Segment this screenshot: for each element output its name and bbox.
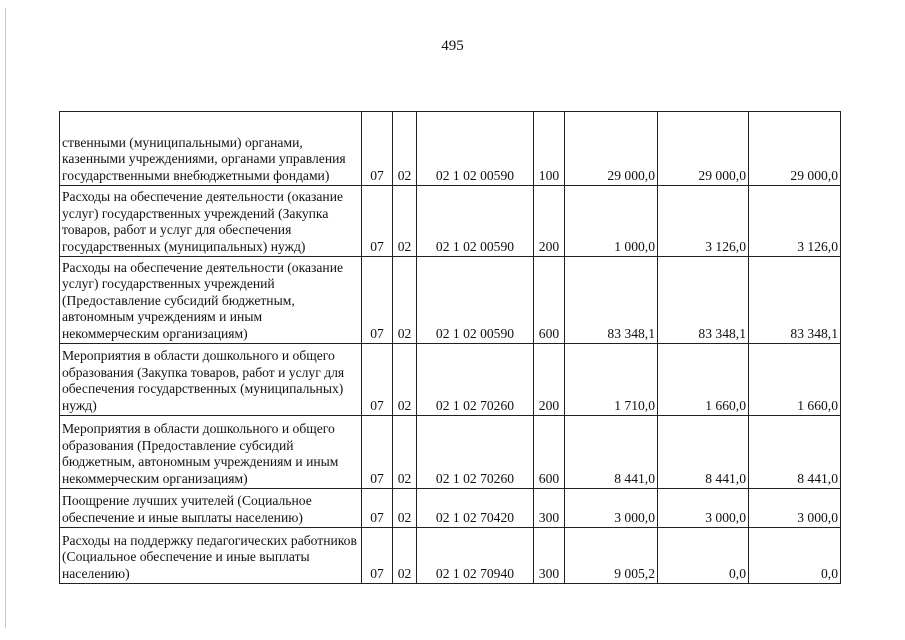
subsection-code: 02 (393, 186, 417, 257)
amount-year-1: 83 348,1 (565, 257, 658, 344)
amount-year-1: 3 000,0 (565, 489, 658, 528)
amount-year-2: 0,0 (658, 528, 749, 584)
row-description: ственными (муниципальными) органами, казенными учреждениями, органами управления государственными внебюджетными фондами) (60, 112, 362, 186)
expense-type-code: 100 (534, 112, 565, 186)
subsection-code: 02 (393, 489, 417, 528)
expense-type-code: 300 (534, 528, 565, 584)
page-number: 495 (441, 38, 464, 54)
target-article-code: 02 1 02 70940 (417, 528, 534, 584)
subsection-code: 02 (393, 257, 417, 344)
section-code: 07 (362, 416, 393, 489)
amount-year-3: 1 660,0 (749, 344, 841, 416)
amount-year-1: 8 441,0 (565, 416, 658, 489)
table-row (60, 528, 841, 584)
amount-year-1: 1 000,0 (565, 186, 658, 257)
section-code: 07 (362, 112, 393, 186)
expense-type-code: 200 (534, 186, 565, 257)
subsection-code: 02 (393, 112, 417, 186)
table-row (60, 257, 841, 344)
amount-year-1: 1 710,0 (565, 344, 658, 416)
table-row (60, 186, 841, 257)
page-edge-line (5, 8, 6, 628)
row-description: Поощрение лучших учителей (Социальное обеспечение и иные выплаты населению) (60, 489, 362, 528)
amount-year-3: 0,0 (749, 528, 841, 584)
target-article-code: 02 1 02 70420 (417, 489, 534, 528)
subsection-code: 02 (393, 344, 417, 416)
table-row (60, 112, 841, 186)
amount-year-3: 3 000,0 (749, 489, 841, 528)
subsection-code: 02 (393, 416, 417, 489)
section-code: 07 (362, 257, 393, 344)
section-code: 07 (362, 344, 393, 416)
table-row (60, 416, 841, 489)
row-description: Мероприятия в области дошкольного и общего образования (Закупка товаров, работ и услуг для обеспечения государственных (муниципальных) нужд) (60, 344, 362, 416)
amount-year-3: 8 441,0 (749, 416, 841, 489)
subsection-code: 02 (393, 528, 417, 584)
amount-year-3: 3 126,0 (749, 186, 841, 257)
expense-type-code: 600 (534, 416, 565, 489)
amount-year-3: 83 348,1 (749, 257, 841, 344)
row-description: Расходы на обеспечение деятельности (оказание услуг) государственных учреждений (Предоставление субсидий бюджетным, автономным учреждениям и иным некоммерческим организациям) (60, 257, 362, 344)
amount-year-2: 8 441,0 (658, 416, 749, 489)
target-article-code: 02 1 02 00590 (417, 186, 534, 257)
target-article-code: 02 1 02 00590 (417, 257, 534, 344)
row-description: Расходы на поддержку педагогических работников (Социальное обеспечение и иные выплаты населению) (60, 528, 362, 584)
target-article-code: 02 1 02 00590 (417, 112, 534, 186)
target-article-code: 02 1 02 70260 (417, 344, 534, 416)
amount-year-2: 83 348,1 (658, 257, 749, 344)
table-row (60, 344, 841, 416)
amount-year-2: 1 660,0 (658, 344, 749, 416)
amount-year-2: 29 000,0 (658, 112, 749, 186)
budget-table (59, 111, 841, 584)
amount-year-2: 3 126,0 (658, 186, 749, 257)
target-article-code: 02 1 02 70260 (417, 416, 534, 489)
amount-year-3: 29 000,0 (749, 112, 841, 186)
section-code: 07 (362, 528, 393, 584)
expense-type-code: 200 (534, 344, 565, 416)
section-code: 07 (362, 489, 393, 528)
expense-type-code: 300 (534, 489, 565, 528)
expense-type-code: 600 (534, 257, 565, 344)
row-description: Расходы на обеспечение деятельности (оказание услуг) государственных учреждений (Закупка товаров, работ и услуг для обеспечения государственных (муниципальных) нужд) (60, 186, 362, 257)
table-row (60, 489, 841, 528)
row-description: Мероприятия в области дошкольного и общего образования (Предоставление субсидий бюджетным, автономным учреждениям и иным некоммерческим организациям) (60, 416, 362, 489)
section-code: 07 (362, 186, 393, 257)
amount-year-2: 3 000,0 (658, 489, 749, 528)
amount-year-1: 9 005,2 (565, 528, 658, 584)
amount-year-1: 29 000,0 (565, 112, 658, 186)
